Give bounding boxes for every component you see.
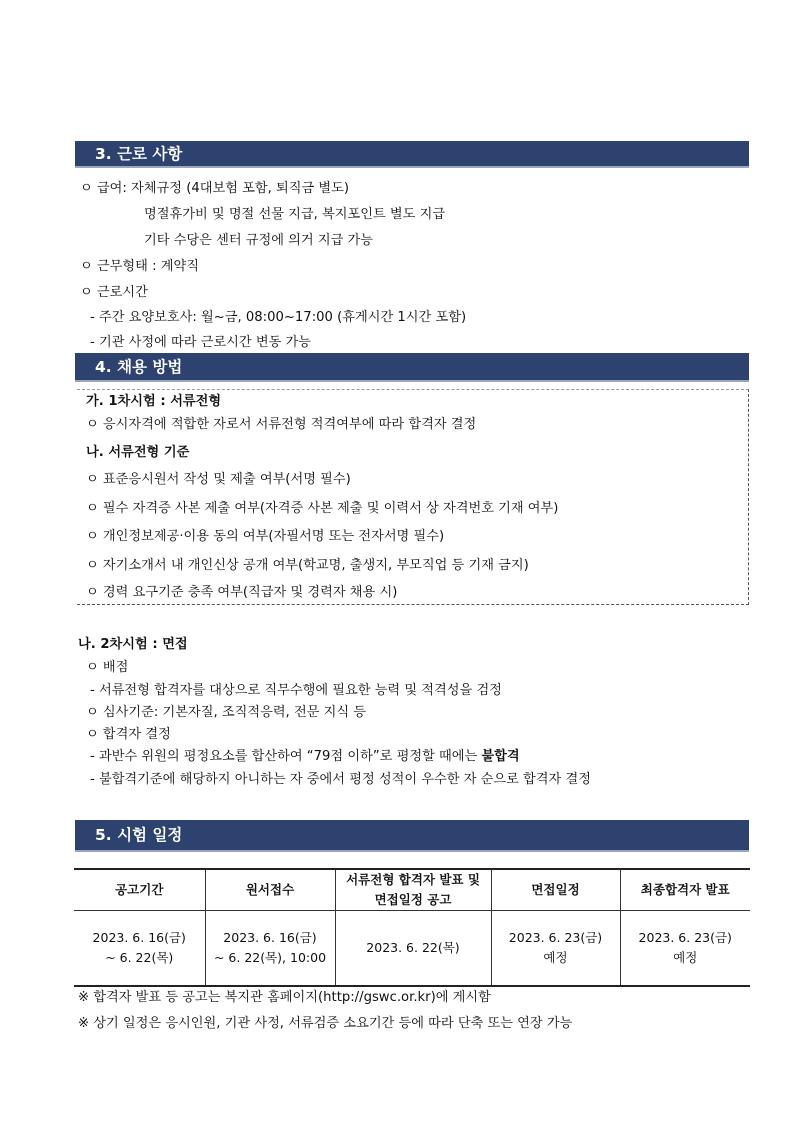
schedule-row bbox=[74, 911, 750, 987]
screening-criteria-heading: 나. 서류전형 기준 bbox=[86, 445, 190, 460]
cell-line: ~ 6. 22(목), 10:00 bbox=[213, 950, 327, 965]
employment-type-line: ㅇ 근무형태 : 계약직 bbox=[80, 259, 199, 274]
criteria-item: ㅇ 경력 요구기준 충족 여부(직급자 및 경력자 채용 시) bbox=[86, 585, 398, 600]
cell-line: 2023. 6. 23(금) bbox=[508, 930, 603, 945]
hours-change-line: - 기관 사정에 따라 근로시간 변동 가능 bbox=[90, 335, 311, 350]
cell-final-result bbox=[620, 911, 750, 987]
header-application: 원서접수 bbox=[205, 869, 335, 911]
criteria-item: ㅇ 자기소개서 내 개인신상 공개 여부(학교명, 출생지, 부모직업 등 기재 금지) bbox=[86, 558, 529, 573]
section-5-header bbox=[75, 820, 749, 852]
ranking-rule-line: - 불합격기준에 해당하지 아니하는 자 중에서 평정 성적이 우수한 자 순으로 합격자 결정 bbox=[90, 772, 591, 787]
header-document-result-line1: 서류전형 합격자 발표 및 bbox=[346, 872, 480, 887]
schedule-table bbox=[74, 868, 750, 987]
header-document-result bbox=[335, 869, 491, 911]
cell-announcement-period bbox=[74, 911, 205, 987]
criteria-item: ㅇ 개인정보제공·이용 동의 여부(자필서명 또는 전자서명 필수) bbox=[86, 529, 445, 544]
section-4-title: 4. 채용 방법 bbox=[95, 358, 183, 376]
cell-line: 예정 bbox=[543, 950, 568, 965]
cell-line: 예정 bbox=[673, 950, 698, 965]
work-hours-line: ㅇ 근로시간 bbox=[80, 285, 148, 300]
scoring-detail-line: - 서류전형 합격자를 대상으로 직무수행에 필요한 능력 및 적격성을 검정 bbox=[90, 683, 502, 698]
evaluation-criteria-line: ㅇ 심사기준: 기본자질, 조직적응력, 전문 지식 등 bbox=[86, 705, 367, 720]
cell-interview-date bbox=[491, 911, 620, 987]
holiday-bonus-line: 명절휴가비 및 명절 선물 지급, 복지포인트 별도 지급 bbox=[144, 207, 446, 222]
fail-rule-text: - 과반수 위원의 평정요소를 합산하여 “79점 이하”로 평정할 때에는 bbox=[90, 749, 482, 764]
schedule-header-row bbox=[74, 869, 750, 911]
fail-rule-line bbox=[90, 748, 520, 766]
header-announcement-period: 공고기간 bbox=[74, 869, 205, 911]
second-exam-heading: 나. 2차시험 : 면접 bbox=[78, 637, 188, 652]
section-5-title: 5. 시험 일정 bbox=[95, 826, 183, 844]
first-exam-line: ㅇ 응시자격에 적합한 자로서 서류전형 적격여부에 따라 합격자 결정 bbox=[86, 417, 477, 432]
section-3-header bbox=[75, 141, 749, 168]
cell-document-result bbox=[335, 911, 491, 987]
pass-decision-line: ㅇ 합격자 결정 bbox=[86, 727, 171, 742]
note-announcement: ※ 합격자 발표 등 공고는 복지관 홈페이지(http://gswc.or.kr)에 게시함 bbox=[78, 990, 491, 1005]
first-exam-heading: 가. 1차시험 : 서류전형 bbox=[86, 394, 222, 409]
cell-application bbox=[205, 911, 335, 987]
section-4-header bbox=[75, 353, 749, 382]
note-schedule-change: ※ 상기 일정은 응시인원, 기관 사정, 서류검증 소요기간 등에 따라 단축 또는 연장 가능 bbox=[78, 1016, 573, 1031]
section-3-title: 3. 근로 사항 bbox=[95, 145, 183, 163]
scoring-line: ㅇ 배점 bbox=[86, 660, 129, 675]
header-document-result-line2: 면접일정 공고 bbox=[374, 892, 452, 907]
cell-line: 2023. 6. 22(목) bbox=[366, 940, 460, 955]
cell-line: 2023. 6. 16(금) bbox=[223, 930, 317, 945]
day-caregiver-hours-line: - 주간 요양보호사: 월~금, 08:00~17:00 (휴게시간 1시간 포함) bbox=[90, 310, 467, 325]
criteria-item: ㅇ 필수 자격증 사본 제출 여부(자격증 사본 제출 및 이력서 상 자격번호 기재 여부) bbox=[86, 501, 559, 516]
header-final-result: 최종합격자 발표 bbox=[620, 869, 750, 911]
pay-line: ㅇ 급여: 자체규정 (4대보험 포함, 퇴직금 별도) bbox=[80, 181, 350, 196]
fail-emphasis: 불합격 bbox=[481, 749, 520, 764]
criteria-item: ㅇ 표준응시원서 작성 및 제출 여부(서명 필수) bbox=[86, 472, 351, 487]
cell-line: ~ 6. 22(목) bbox=[105, 950, 174, 965]
cell-line: 2023. 6. 16(금) bbox=[92, 930, 186, 945]
other-allowance-line: 기타 수당은 센터 규정에 의거 지급 가능 bbox=[144, 233, 373, 248]
cell-line: 2023. 6. 23(금) bbox=[638, 930, 732, 945]
header-interview-date: 면접일정 bbox=[491, 869, 620, 911]
